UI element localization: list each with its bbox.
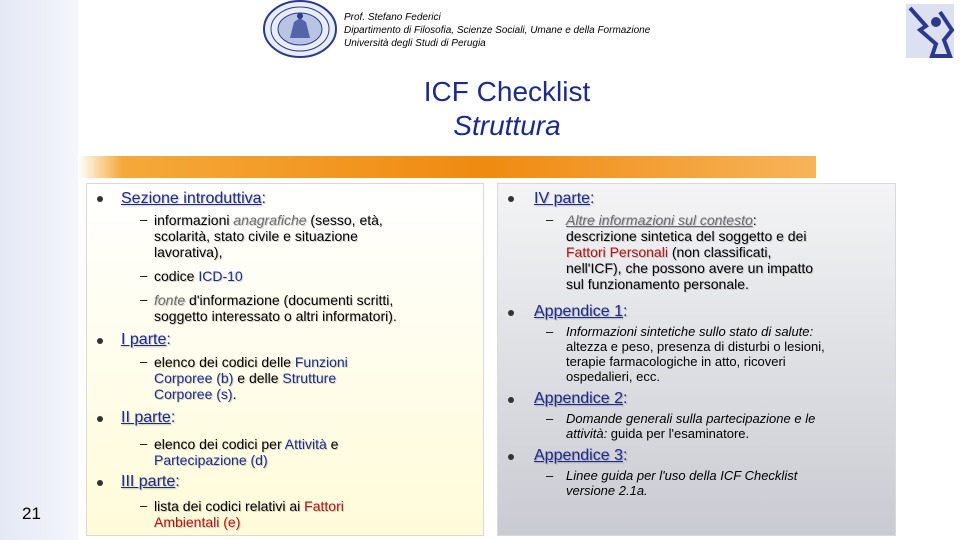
slide-subtitle: Struttura — [453, 110, 561, 141]
parte3-heading: III parte: — [121, 473, 180, 490]
title-underline-bar — [78, 156, 816, 178]
bullet-dot — [97, 416, 103, 422]
parte3-text: lista dei codici relativi ai Fattori Ambientali (e) — [154, 498, 344, 530]
bullet-dot — [508, 454, 514, 460]
parte1-text: elenco dei codici delle Funzioni Corporee (b) e delle Strutture Corporee (s). — [154, 354, 348, 402]
bullet-dot — [97, 480, 103, 486]
header-department: Dipartimento di Filosofia, Scienze Sociali, Umane e della Formazione — [344, 25, 651, 36]
corner-logo — [896, 0, 960, 62]
parte2-text: elenco dei codici per Attività e Partecipazione (d) — [154, 436, 339, 468]
bullet-dot — [508, 196, 514, 202]
dash-marker: – — [546, 468, 554, 483]
sezione-heading: Sezione introduttiva: — [121, 190, 266, 207]
header-info — [344, 11, 650, 50]
dash-marker: – — [140, 354, 148, 369]
bullet-dot — [508, 397, 514, 403]
sezione-item-icd10: codice ICD-10 — [154, 268, 243, 284]
bullet-dot — [508, 310, 514, 316]
parte1-heading: I parte: — [121, 331, 171, 348]
appendice3-heading: Appendice 3: — [534, 447, 628, 464]
header-author: Prof. Stefano Federici — [344, 12, 441, 23]
sezione-item-anagrafiche: informazioni anagrafiche (sesso, età, scolarità, stato civile e situazione lavorativa), — [154, 212, 383, 260]
dash-marker: – — [140, 212, 148, 227]
dash-marker: – — [140, 498, 148, 513]
bullet-dot — [97, 196, 103, 202]
sezione-item-fonte: fonte d'informazione (documenti scritti, soggetto interessato o altri informatori). — [154, 292, 397, 324]
appendice2-heading: Appendice 2: — [534, 390, 628, 407]
parte4-heading: IV parte: — [534, 190, 595, 207]
dash-marker: – — [140, 436, 148, 451]
bullet-dot — [97, 338, 103, 344]
dash-marker: – — [140, 268, 148, 283]
dash-marker: – — [546, 324, 554, 339]
dash-marker: – — [546, 411, 554, 426]
slide-number: 21 — [22, 504, 41, 523]
header-university: Università degli Studi di Perugia — [344, 38, 486, 49]
slide-title: ICF Checklist — [423, 76, 591, 107]
dash-marker: – — [546, 212, 554, 227]
appendice1-heading: Appendice 1: — [534, 303, 628, 320]
appendice3-text: Linee guida per l'uso della ICF Checklist versione 2.1a. — [566, 468, 798, 498]
parte4-text: Altre informazioni sul contesto: descrizione sintetica del soggetto e dei Fattori Personali (non classificati, nell'ICF), che possono avere un impatto sul funzionamento personale. — [566, 212, 814, 292]
dash-marker: – — [140, 292, 148, 307]
appendice2-text: Domande generali sulla partecipazione e le attività: guida per l'esaminatore. — [566, 411, 816, 441]
university-seal-logo — [262, 0, 338, 58]
appendice1-text: Informazioni sintetiche sullo stato di salute: altezza e peso, presenza di disturbi o lesioni, terapie farmacologiche in atto, ricoveri ospedalieri, ecc. — [566, 324, 825, 384]
parte2-heading: II parte: — [121, 409, 176, 426]
